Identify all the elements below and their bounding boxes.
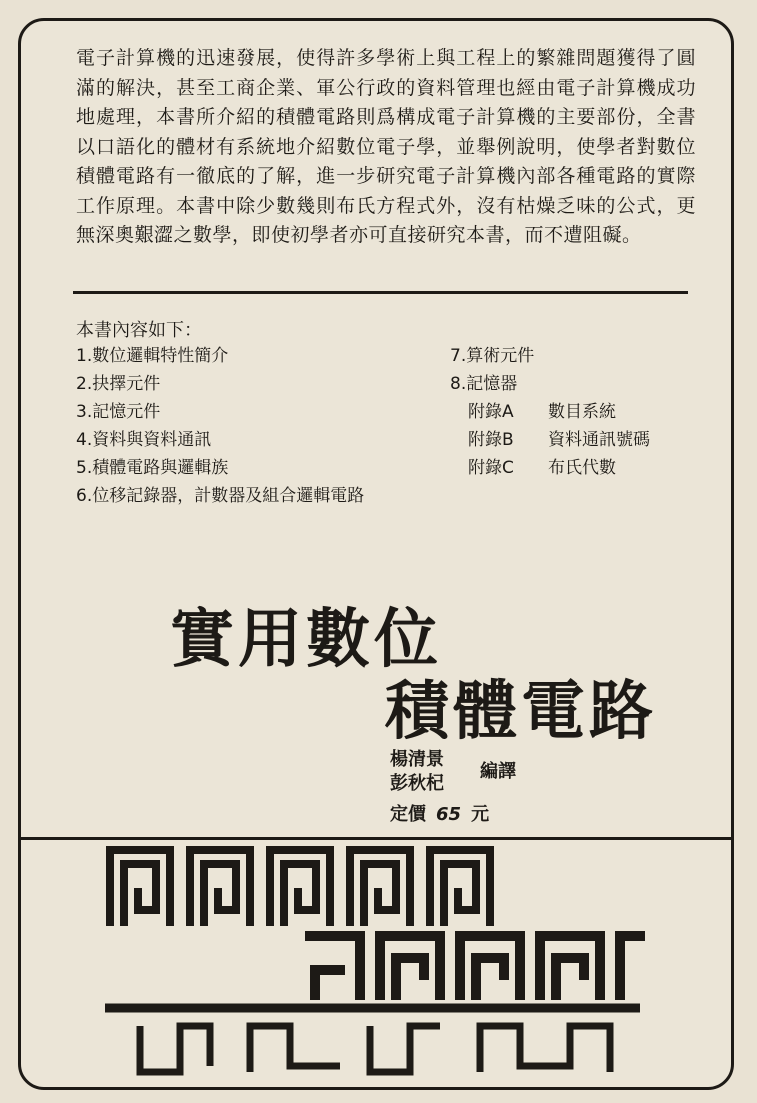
book-title-line-2: 積體電路	[385, 674, 657, 749]
section-divider	[73, 291, 688, 294]
price-prefix: 定價	[390, 804, 426, 825]
toc-item: 4.資料與資料通訊	[76, 430, 212, 450]
appendix-label: 附錄A	[468, 402, 514, 422]
appendix-title: 數目系統	[548, 402, 616, 422]
author-role: 編譯	[480, 761, 516, 782]
toc-item: 3.記憶元件	[76, 402, 161, 422]
toc-item: 8.記憶器	[450, 374, 518, 394]
toc-item: 2.抉擇元件	[76, 374, 161, 394]
author-name: 彭秋杞	[390, 773, 444, 794]
toc-item: 5.積體電路與邏輯族	[76, 458, 229, 478]
appendix-title: 資料通訊號碼	[548, 430, 650, 450]
price-amount: 65	[436, 804, 462, 825]
toc-item: 6.位移記錄器，計數器及組合邏輯電路	[76, 486, 365, 506]
toc-left-list	[76, 342, 364, 510]
intro-paragraph: 電子計算機的迅速發展，使得許多學術上與工程上的繁雜問題獲得了圓滿的解決，甚至工商企業、軍公行政的資料管理也經由電子計算機成功地處理，本書所介紹的積體電路則爲構成電子計算機的主要部份，全書以口語化的體材有系統地介紹數位電子學，並舉例說明，使學者對數位積體電路有一徹底的了解，進一步研究電子計算機內部各種電路的實際工作原理。本書中除少數幾則布氏方程式外，沒有枯燥乏味的公式，更無深奧艱澀之數學，即使初學者亦可直接研究本書，而不遭阻礙。	[76, 47, 696, 246]
appendix-label: 附錄C	[468, 458, 514, 478]
appendix-item	[450, 426, 650, 454]
price-line	[390, 800, 489, 826]
toc-right-list	[450, 342, 650, 482]
appendix-item	[450, 454, 650, 482]
price-unit: 元	[471, 804, 490, 825]
appendix-item	[450, 398, 650, 426]
book-title-line-1: 實用數位	[170, 602, 442, 677]
author-name: 楊清景	[390, 749, 444, 770]
appendix-label: 附錄B	[468, 430, 514, 450]
toc-item: 1.數位邏輯特性簡介	[76, 346, 229, 366]
authors-block	[390, 748, 516, 796]
greek-key-pattern	[100, 840, 680, 1080]
appendix-title: 布氏代數	[548, 458, 616, 478]
toc-heading: 本書內容如下：	[76, 320, 202, 341]
toc-item: 7.算術元件	[450, 346, 535, 366]
